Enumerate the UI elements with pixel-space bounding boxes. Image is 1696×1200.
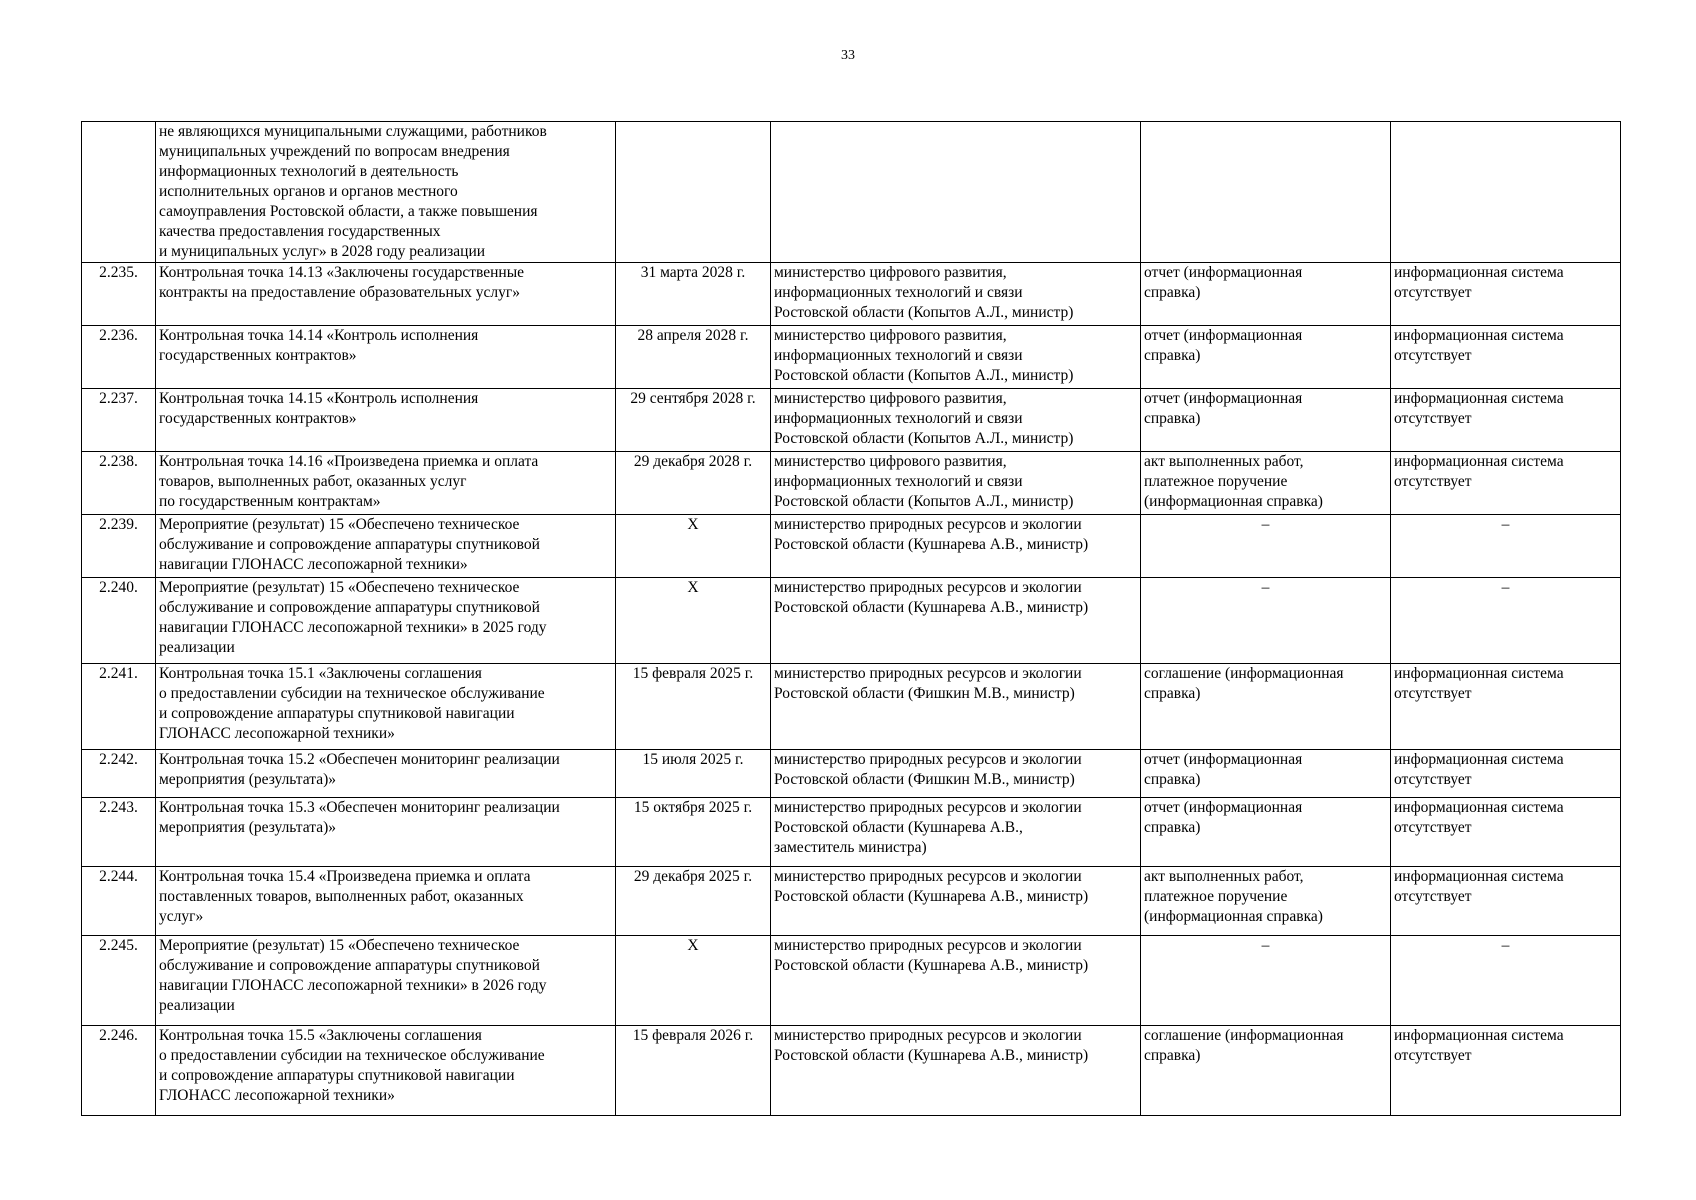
event-name-cell: Мероприятие (результат) 15 «Обеспечено техническое обслуживание и сопровождение аппаратуры спутниковой навигации ГЛОНАСС лесопожарной техники» в 2025 году реализации — [156, 578, 616, 664]
confirming-document-cell: отчет (информационная справка) — [1141, 263, 1391, 326]
due-date-cell: 29 сентября 2028 г. — [616, 389, 771, 452]
table-row — [82, 263, 1621, 326]
row-number-cell: 2.246. — [82, 1026, 156, 1116]
table-row — [82, 664, 1621, 750]
row-number-cell: 2.244. — [82, 867, 156, 936]
confirming-document-cell: отчет (информационная справка) — [1141, 750, 1391, 798]
due-date-cell: 28 апреля 2028 г. — [616, 326, 771, 389]
information-system-cell: информационная система отсутствует — [1391, 452, 1621, 515]
confirming-document-cell: соглашение (информационная справка) — [1141, 1026, 1391, 1116]
responsible-executor-cell: министерство природных ресурсов и экологии Ростовской области (Кушнарева А.В., министр) — [771, 515, 1141, 578]
row-number-cell: 2.242. — [82, 750, 156, 798]
confirming-document-cell: – — [1141, 936, 1391, 1026]
information-system-cell: – — [1391, 578, 1621, 664]
page-number: 33 — [841, 48, 855, 63]
event-name-cell: не являющихся муниципальными служащими, работников муниципальных учреждений по вопросам внедрения информационных технологий в деятельность исполнительных органов и органов местного самоуправления Ростовской области, а также повышения качества предоставления государственных и муниципальных услуг» в 2028 году реализации — [156, 122, 616, 263]
responsible-executor-cell: министерство природных ресурсов и экологии Ростовской области (Кушнарева А.В., министр) — [771, 936, 1141, 1026]
responsible-executor-cell: министерство цифрового развития, информационных технологий и связи Ростовской области (Копытов А.Л., министр) — [771, 452, 1141, 515]
plan-table — [81, 121, 1621, 1116]
event-name-cell: Контрольная точка 14.13 «Заключены государственные контракты на предоставление образовательных услуг» — [156, 263, 616, 326]
event-name-cell: Контрольная точка 15.5 «Заключены соглашения о предоставлении субсидии на техническое обслуживание и сопровождение аппаратуры спутниковой навигации ГЛОНАСС лесопожарной техники» — [156, 1026, 616, 1116]
information-system-cell: – — [1391, 936, 1621, 1026]
due-date-cell: 15 октября 2025 г. — [616, 798, 771, 867]
information-system-cell: информационная система отсутствует — [1391, 750, 1621, 798]
responsible-executor-cell: министерство цифрового развития, информационных технологий и связи Ростовской области (Копытов А.Л., министр) — [771, 326, 1141, 389]
due-date-cell: 15 июля 2025 г. — [616, 750, 771, 798]
information-system-cell: информационная система отсутствует — [1391, 798, 1621, 867]
row-number-cell: 2.240. — [82, 578, 156, 664]
due-date-cell: 31 марта 2028 г. — [616, 263, 771, 326]
confirming-document-cell: отчет (информационная справка) — [1141, 389, 1391, 452]
row-number-cell: 2.245. — [82, 936, 156, 1026]
event-name-cell: Мероприятие (результат) 15 «Обеспечено техническое обслуживание и сопровождение аппаратуры спутниковой навигации ГЛОНАСС лесопожарной техники» — [156, 515, 616, 578]
due-date-cell — [616, 122, 771, 263]
due-date-cell: 15 февраля 2025 г. — [616, 664, 771, 750]
table-row — [82, 798, 1621, 867]
responsible-executor-cell: министерство природных ресурсов и экологии Ростовской области (Фишкин М.В., министр) — [771, 750, 1141, 798]
row-number-cell: 2.243. — [82, 798, 156, 867]
row-number-cell: 2.241. — [82, 664, 156, 750]
event-name-cell: Контрольная точка 15.2 «Обеспечен мониторинг реализации мероприятия (результата)» — [156, 750, 616, 798]
row-number-cell: 2.237. — [82, 389, 156, 452]
responsible-executor-cell: министерство цифрового развития, информационных технологий и связи Ростовской области (Копытов А.Л., министр) — [771, 389, 1141, 452]
information-system-cell: информационная система отсутствует — [1391, 664, 1621, 750]
information-system-cell: информационная система отсутствует — [1391, 326, 1621, 389]
due-date-cell: 15 февраля 2026 г. — [616, 1026, 771, 1116]
information-system-cell: информационная система отсутствует — [1391, 1026, 1621, 1116]
event-name-cell: Контрольная точка 15.3 «Обеспечен мониторинг реализации мероприятия (результата)» — [156, 798, 616, 867]
event-name-cell: Контрольная точка 15.1 «Заключены соглашения о предоставлении субсидии на техническое обслуживание и сопровождение аппаратуры спутниковой навигации ГЛОНАСС лесопожарной техники» — [156, 664, 616, 750]
information-system-cell: информационная система отсутствует — [1391, 389, 1621, 452]
confirming-document-cell — [1141, 122, 1391, 263]
information-system-cell: информационная система отсутствует — [1391, 263, 1621, 326]
responsible-executor-cell: министерство цифрового развития, информационных технологий и связи Ростовской области (Копытов А.Л., министр) — [771, 263, 1141, 326]
row-number-cell: 2.235. — [82, 263, 156, 326]
event-name-cell: Контрольная точка 15.4 «Произведена приемка и оплата поставленных товаров, выполненных работ, оказанных услуг» — [156, 867, 616, 936]
table-row — [82, 1026, 1621, 1116]
row-number-cell — [82, 122, 156, 263]
table-row — [82, 389, 1621, 452]
table-row — [82, 326, 1621, 389]
table-row — [82, 936, 1621, 1026]
row-number-cell: 2.239. — [82, 515, 156, 578]
responsible-executor-cell: министерство природных ресурсов и экологии Ростовской области (Кушнарева А.В., министр) — [771, 578, 1141, 664]
due-date-cell: 29 декабря 2028 г. — [616, 452, 771, 515]
event-name-cell: Мероприятие (результат) 15 «Обеспечено техническое обслуживание и сопровождение аппаратуры спутниковой навигации ГЛОНАСС лесопожарной техники» в 2026 году реализации — [156, 936, 616, 1026]
confirming-document-cell: отчет (информационная справка) — [1141, 326, 1391, 389]
table-row — [82, 750, 1621, 798]
row-number-cell: 2.236. — [82, 326, 156, 389]
responsible-executor-cell: министерство природных ресурсов и экологии Ростовской области (Фишкин М.В., министр) — [771, 664, 1141, 750]
table-row — [82, 515, 1621, 578]
row-number-cell: 2.238. — [82, 452, 156, 515]
responsible-executor-cell: министерство природных ресурсов и экологии Ростовской области (Кушнарева А.В., заместитель министра) — [771, 798, 1141, 867]
information-system-cell: информационная система отсутствует — [1391, 867, 1621, 936]
event-name-cell: Контрольная точка 14.15 «Контроль исполнения государственных контрактов» — [156, 389, 616, 452]
table-row — [82, 452, 1621, 515]
responsible-executor-cell: министерство природных ресурсов и экологии Ростовской области (Кушнарева А.В., министр) — [771, 867, 1141, 936]
event-name-cell: Контрольная точка 14.14 «Контроль исполнения государственных контрактов» — [156, 326, 616, 389]
responsible-executor-cell: министерство природных ресурсов и экологии Ростовской области (Кушнарева А.В., министр) — [771, 1026, 1141, 1116]
information-system-cell: – — [1391, 515, 1621, 578]
confirming-document-cell: – — [1141, 578, 1391, 664]
due-date-cell: X — [616, 936, 771, 1026]
confirming-document-cell: отчет (информационная справка) — [1141, 798, 1391, 867]
responsible-executor-cell — [771, 122, 1141, 263]
confirming-document-cell: акт выполненных работ, платежное поручение (информационная справка) — [1141, 867, 1391, 936]
table-body — [82, 122, 1621, 1116]
table-row — [82, 122, 1621, 263]
table-row — [82, 578, 1621, 664]
due-date-cell: 29 декабря 2025 г. — [616, 867, 771, 936]
due-date-cell: X — [616, 578, 771, 664]
event-name-cell: Контрольная точка 14.16 «Произведена приемка и оплата товаров, выполненных работ, оказанных услуг по государственным контрактам» — [156, 452, 616, 515]
due-date-cell: X — [616, 515, 771, 578]
confirming-document-cell: акт выполненных работ, платежное поручение (информационная справка) — [1141, 452, 1391, 515]
confirming-document-cell: – — [1141, 515, 1391, 578]
table-row — [82, 867, 1621, 936]
information-system-cell — [1391, 122, 1621, 263]
confirming-document-cell: соглашение (информационная справка) — [1141, 664, 1391, 750]
